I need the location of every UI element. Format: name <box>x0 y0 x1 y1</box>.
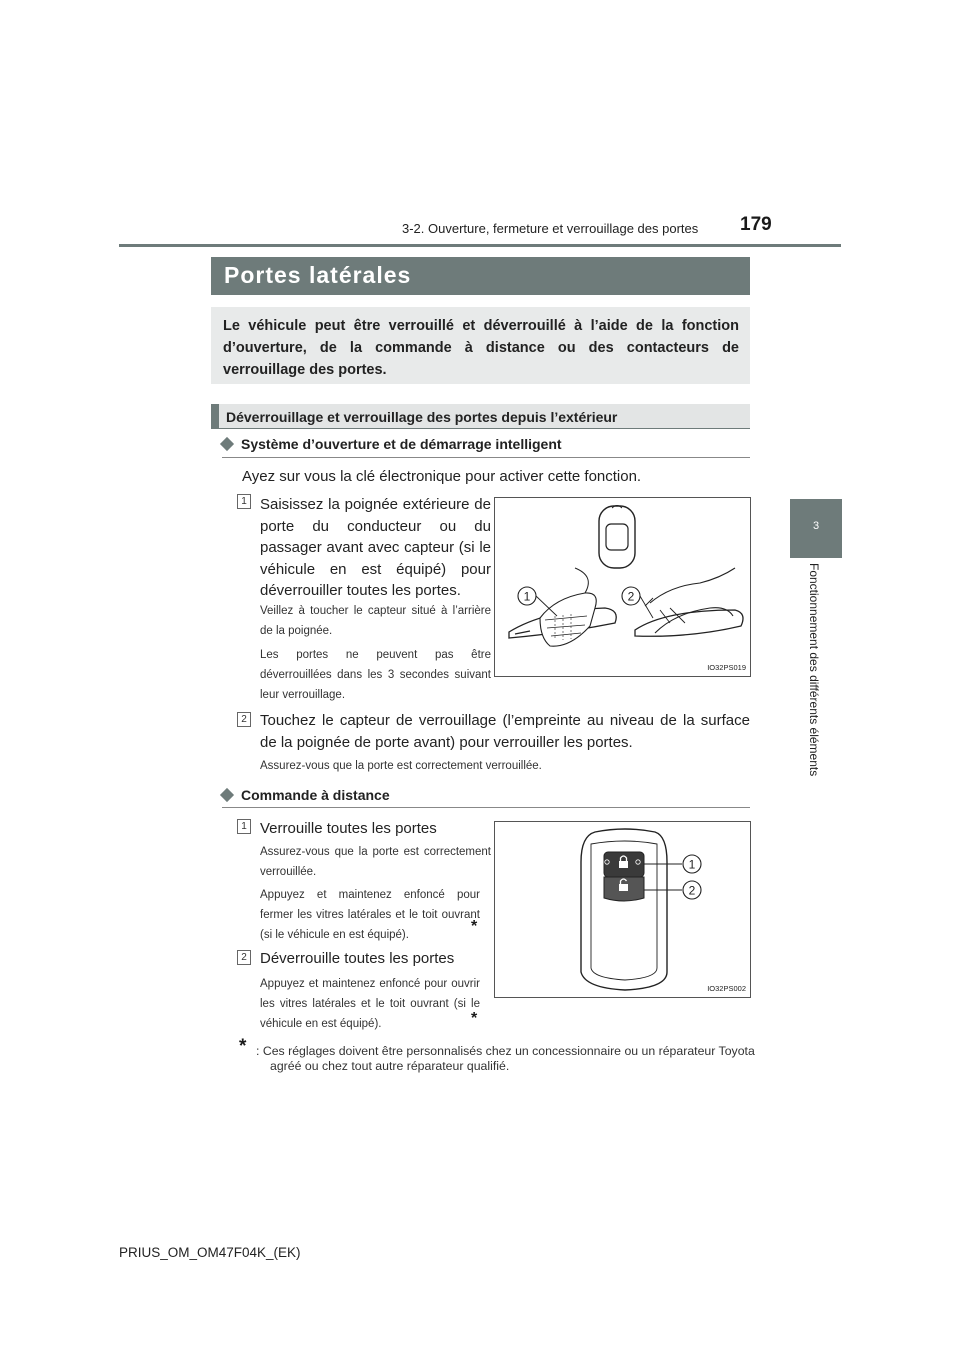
asterisk-mark: * <box>471 918 478 935</box>
page-title: Portes latérales <box>224 262 412 288</box>
running-header-section: 3-2. Ouverture, fermeture et verrouillage des portes <box>402 221 699 236</box>
remote-step2-text: Déverrouille toutes les portes <box>260 950 455 967</box>
page-number: 179 <box>740 214 772 235</box>
remote-step1-text: Verrouille toutes les portes <box>260 820 437 837</box>
remote-heading-text: Commande à distance <box>241 787 390 803</box>
smart-entry-heading-text: Système d’ouverture et de démarrage intelligent <box>241 436 562 452</box>
diamond-icon <box>220 788 234 802</box>
door-handle-figure <box>494 497 751 677</box>
smart-entry-step1-text: Saisissez la poignée extérieure de porte du conducteur ou du passager avant avec capteur (si le véhicule en est équipé) pour déverrouiller toutes les portes. <box>260 496 491 599</box>
figure-code: IO32PS019 <box>707 663 746 672</box>
footnote-mark: * <box>239 1036 247 1057</box>
callout-1-label: 1 <box>523 589 531 604</box>
key-fob-icon <box>599 506 635 569</box>
smart-entry-heading <box>222 436 562 452</box>
key-fob-icon <box>581 829 667 990</box>
chapter-title: Fonctionnement des différents éléments <box>807 563 821 777</box>
smart-entry-step2-text: Touchez le capteur de verrouillage (l’empreinte au niveau de la surface de la poignée de porte avant) pour verrouiller les portes. <box>260 712 750 751</box>
subsection-heading: Déverrouillage et verrouillage des portes depuis l’extérieur <box>226 409 618 425</box>
remote-step1-note1: Assurez-vous que la porte est correctement verrouillée. <box>260 846 491 878</box>
callout-1-label: 1 <box>688 857 696 872</box>
remote-step-2-number-icon: 2 <box>237 950 251 965</box>
remote-rule <box>222 807 750 808</box>
smart-entry-step1-note2: Les portes ne peuvent pas être déverrouillées dans les 3 secondes suivant leur verrouillage. <box>260 649 491 701</box>
header-rule <box>119 244 841 247</box>
door-handle-illustration <box>495 498 750 676</box>
callout-2-label: 2 <box>627 589 635 604</box>
remote-step-1-number-icon: 1 <box>237 819 251 834</box>
remote-step2-note: Appuyez et maintenez enfoncé pour ouvrir les vitres latérales et le toit ouvrant (si le véhicule en est équipé). <box>260 978 480 1030</box>
diamond-icon <box>220 437 234 451</box>
smart-entry-rule <box>222 457 750 458</box>
subsection-rule <box>211 428 750 429</box>
intro-text: Le véhicule peut être verrouillé et déverrouillé à l’aide de la fonction d’ouverture, de la commande à distance ou des contacteurs de verrouillage des portes. <box>223 318 739 378</box>
remote-heading <box>222 787 390 803</box>
touch-handle-illustration <box>635 568 743 636</box>
step-2-number-icon: 2 <box>237 712 251 727</box>
smart-entry-step1-note1: Veillez à toucher le capteur situé à l’arrière de la poignée. <box>260 605 491 637</box>
grip-handle-illustration <box>509 568 616 646</box>
callout-2-label: 2 <box>688 883 696 898</box>
smart-entry-step2-note: Assurez-vous que la porte est correctement verrouillée. <box>260 760 542 772</box>
chapter-number: 3 <box>812 520 820 532</box>
chapter-title-vertical <box>806 563 824 803</box>
footnote-text: : Ces réglages doivent être personnalisés chez un concessionnaire ou un réparateur Toyota agréé ou chez tout autre réparateur qualifié. <box>256 1044 755 1073</box>
remote-key-figure <box>494 821 751 998</box>
document-code-footer: PRIUS_OM_OM47F04K_(EK) <box>119 1245 301 1260</box>
asterisk-mark: * <box>471 1010 478 1027</box>
remote-step1-note2: Appuyez et maintenez enfoncé pour fermer les vitres latérales et le toit ouvrant (si le véhicule en est équipé). <box>260 889 480 941</box>
subsection-accent <box>211 404 219 428</box>
smart-entry-lead: Ayez sur vous la clé électronique pour activer cette fonction. <box>242 468 642 485</box>
figure-code: IO32PS002 <box>707 984 746 993</box>
step-1-number-icon: 1 <box>237 494 251 509</box>
remote-key-illustration <box>495 822 750 997</box>
